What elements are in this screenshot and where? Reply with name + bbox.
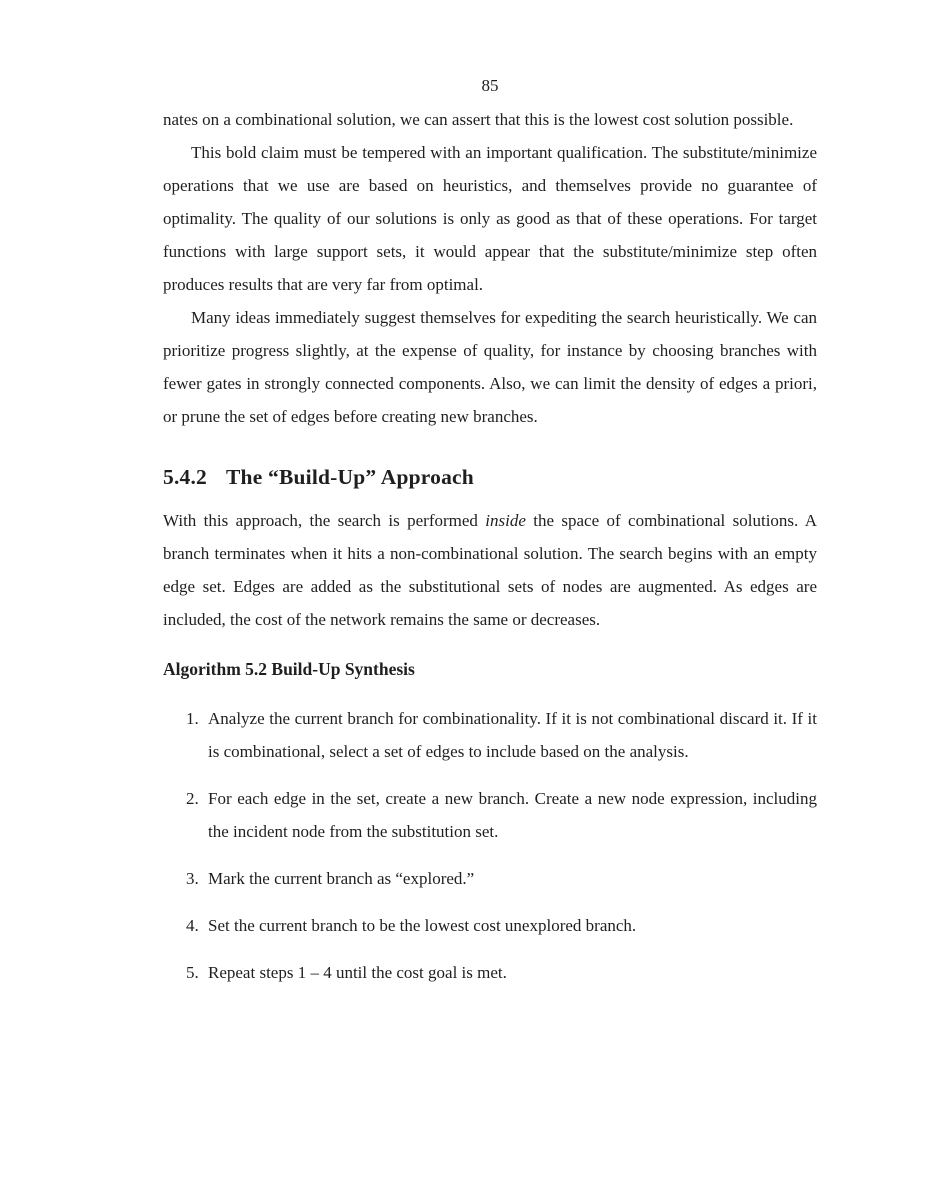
algorithm-step-4: Set the current branch to be the lowest cost unexplored branch.: [208, 916, 637, 935]
page-content: [163, 103, 817, 1003]
italic-word-inside: inside: [485, 511, 526, 530]
algorithm-step-3: Mark the current branch as “explored.”: [208, 869, 475, 888]
paragraph-build-up-intro: [163, 504, 817, 636]
build-up-text-before-italic: With this approach, the search is performed: [163, 511, 486, 530]
paragraph-qualification: This bold claim must be tempered with an important qualification. The substitute/minimize operations that we use are based on heuristics, and themselves provide no guarantee of optimality. The quality of our solutions is only as good as that of these operations. For target functions with large support sets, it would appear that the substitute/minimize step often produces results that are very far from optimal.: [163, 143, 817, 294]
section-number: 5.4.2: [163, 465, 207, 489]
section-heading: [163, 464, 817, 491]
paragraph-heuristics: Many ideas immediately suggest themselves for expediting the search heuristically. We can prioritize progress slightly, at the expense of quality, for instance by choosing branches with fewer gates in strongly connected components. Also, we can limit the density of edges a priori, or prune the set of edges before creating new branches.: [163, 308, 817, 426]
paragraph-continuation: nates on a combinational solution, we can assert that this is the lowest cost solution possible.: [163, 110, 794, 129]
page-number: 85: [481, 76, 499, 95]
algorithm-steps-list: [163, 702, 817, 989]
algorithm-step-5: Repeat steps 1 – 4 until the cost goal is met.: [208, 963, 507, 982]
section-title: The “Build-Up” Approach: [226, 465, 474, 489]
build-up-text-after-italic: the space of combinational solutions. A branch terminates when it hits a non-combinational solution. The search begins with an empty edge set. Edges are added as the substitutional sets of nodes are augmented. As edges are included, the cost of the network remains the same or decreases.: [163, 511, 817, 629]
algorithm-step-1: Analyze the current branch for combinationality. If it is not combinational discard it. If it is combinational, select a set of edges to include based on the analysis.: [208, 709, 817, 761]
algorithm-heading: Algorithm 5.2 Build-Up Synthesis: [163, 659, 415, 679]
algorithm-step-2: For each edge in the set, create a new branch. Create a new node expression, including the incident node from the substitution set.: [208, 789, 817, 841]
